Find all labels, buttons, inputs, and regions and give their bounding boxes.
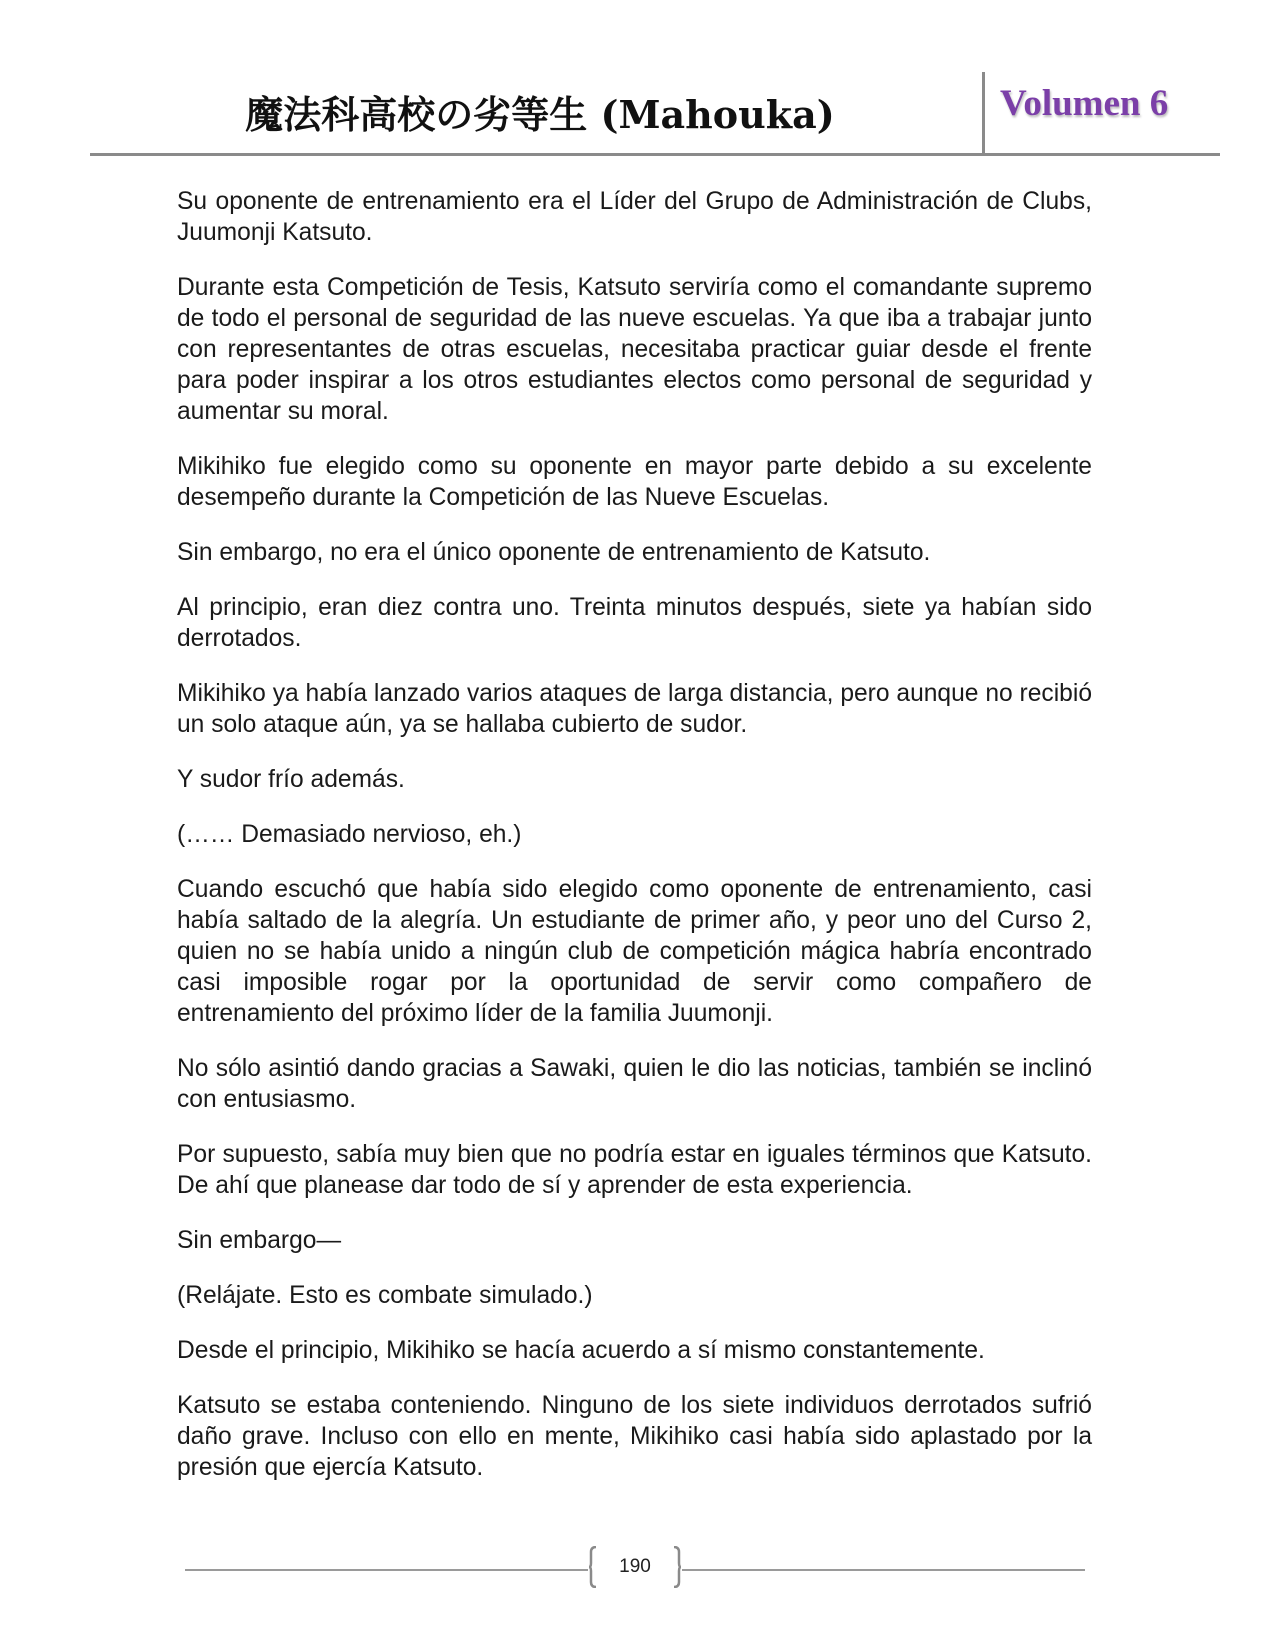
paragraph: Mikihiko fue elegido como su oponente en mayor parte debido a su excelente desempeño durante la Competición de las Nueve Escuelas.	[177, 453, 1092, 511]
header-vertical-divider	[982, 72, 985, 154]
paragraph: Al principio, eran diez contra uno. Treinta minutos después, siete ya habían sido derrotados.	[177, 594, 1092, 652]
paragraph: Cuando escuchó que había sido elegido como oponente de entrenamiento, casi había saltado de la alegría. Un estudiante de primer año, y peor uno del Curso 2, quien no se había unido a ningún club de competición mágica habría encontrado casi imposible rogar por la oportunidad de servir como compañero de entrenamiento del próximo líder de la familia Juumonji.	[177, 876, 1092, 1027]
page-footer	[185, 1546, 1085, 1594]
paragraph: Durante esta Competición de Tesis, Katsuto serviría como el comandante supremo de todo el personal de seguridad de las nueve escuelas. Ya que iba a trabajar junto con representantes de otras escuelas, necesitaba practicar guiar desde el frente para poder inspirar a los otros estudiantes electos como personal de seguridad y aumentar su moral.	[177, 274, 1092, 425]
volume-label: Volumen 6	[1000, 83, 1169, 124]
book-title: 魔法科高校の劣等生 (Mahouka)	[245, 92, 835, 137]
page-header	[90, 70, 1220, 158]
left-bracket-icon	[588, 1546, 597, 1588]
paragraph: (Relájate. Esto es combate simulado.)	[177, 1282, 593, 1309]
paragraph: (…… Demasiado nervioso, eh.)	[177, 821, 522, 848]
paragraph: Sin embargo—	[177, 1227, 342, 1254]
paragraph: Su oponente de entrenamiento era el Líder del Grupo de Administración de Clubs, Juumonji Katsuto.	[177, 188, 1092, 246]
paragraph: Katsuto se estaba conteniendo. Ninguno de los siete individuos derrotados sufrió daño grave. Incluso con ello en mente, Mikihiko casi había sido aplastado por la presión que ejercía Katsuto.	[177, 1392, 1092, 1481]
paragraph: Por supuesto, sabía muy bien que no podría estar en iguales términos que Katsuto. De ahí que planease dar todo de sí y aprender de esta experiencia.	[177, 1141, 1092, 1199]
right-bracket-icon	[673, 1546, 682, 1588]
footer-rule-right	[682, 1569, 1085, 1571]
paragraph: Y sudor frío además.	[177, 766, 405, 793]
paragraph: Desde el principio, Mikihiko se hacía acuerdo a sí mismo constantemente.	[177, 1337, 985, 1364]
page-body	[177, 186, 1092, 1507]
paragraph: Mikihiko ya había lanzado varios ataques de larga distancia, pero aunque no recibió un solo ataque aún, ya se hallaba cubierto de sudor.	[177, 680, 1092, 738]
page-number: 190	[619, 1556, 651, 1577]
header-rule	[90, 153, 1220, 156]
footer-rule-left	[185, 1569, 588, 1571]
paragraph: No sólo asintió dando gracias a Sawaki, quien le dio las noticias, también se inclinó con entusiasmo.	[177, 1055, 1092, 1113]
paragraph: Sin embargo, no era el único oponente de entrenamiento de Katsuto.	[177, 539, 931, 566]
